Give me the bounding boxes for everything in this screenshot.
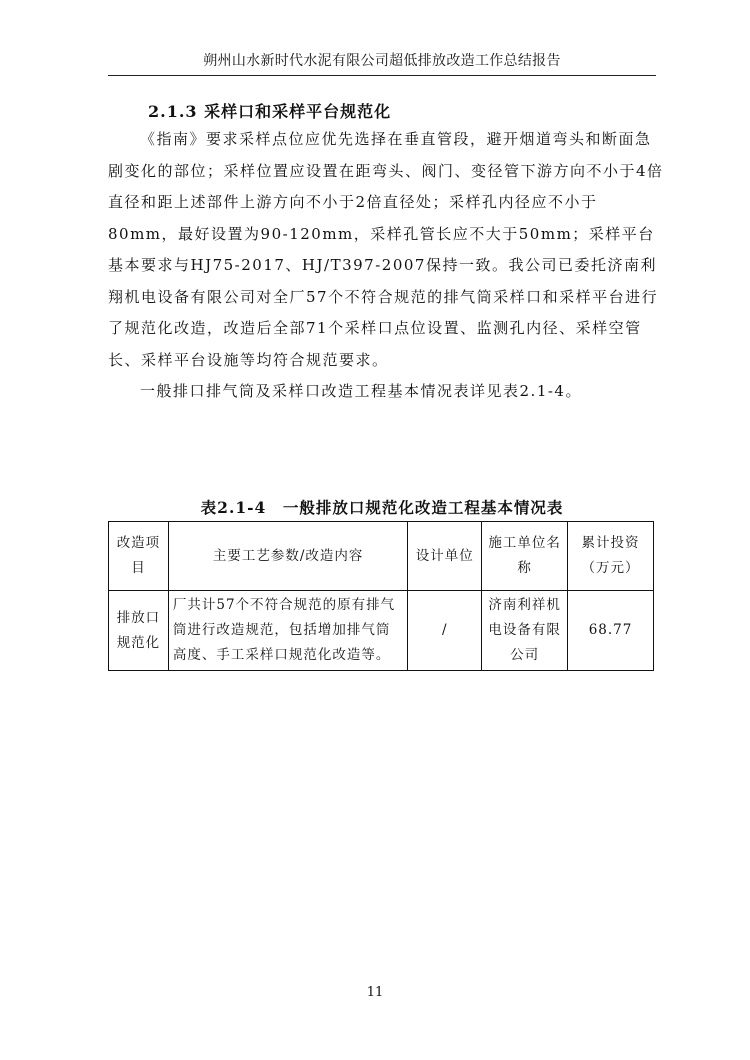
cell-designer: /	[408, 591, 482, 671]
table-header-row	[109, 522, 654, 591]
table-title: 表2.1-4 一般排放口规范化改造工程基本情况表	[200, 498, 564, 517]
cell-content: 厂共计57个不符合规范的原有排气筒进行改造规范，包括增加排气筒高度、手工采样口规范化改造等。	[168, 591, 407, 671]
header-item: 改造项目	[109, 522, 169, 591]
cell-item: 排放口规范化	[109, 591, 169, 671]
cell-constructor: 济南利祥机电设备有限公司	[482, 591, 568, 671]
cell-investment: 68.77	[568, 591, 654, 671]
header-investment: 累计投资（万元）	[568, 522, 654, 591]
body-text	[108, 124, 666, 408]
section-heading: 2.1.3 采样口和采样平台规范化	[148, 102, 392, 121]
header-designer: 设计单位	[408, 522, 482, 591]
header-constructor: 施工单位名称	[482, 522, 568, 591]
table-row	[109, 591, 654, 671]
header-content: 主要工艺参数/改造内容	[168, 522, 407, 591]
renovation-table	[108, 521, 654, 671]
header-title: 朔州山水新时代水泥有限公司超低排放改造工作总结报告	[203, 53, 561, 69]
page-number: 11	[366, 985, 384, 1000]
paragraph-requirements: 《指南》要求采样点位应优先选择在垂直管段，避开烟道弯头和断面急剧变化的部位；采样位置应设置在距弯头、阀门、变径管下游方向不小于4倍直径和距上述部件上游方向不小于2倍直径处；采样孔内径应不小于80mm，最好设置为90-120mm，采样孔管长应不大于50mm；采样平台基本要求与HJ75-2017、HJ/T397-2007保持一致。我公司已委托济南利翔机电设备有限公司对全厂57个不符合规范的排气筒采样口和采样平台进行了规范化改造，改造后全部71个采样口点位设置、监测孔内径、采样空管长、采样平台设施等均符合规范要求。	[108, 130, 664, 369]
paragraph-table-reference: 一般排口排气筒及采样口改造工程基本情况表详见表2.1-4。	[140, 382, 582, 400]
page-header	[108, 50, 656, 76]
